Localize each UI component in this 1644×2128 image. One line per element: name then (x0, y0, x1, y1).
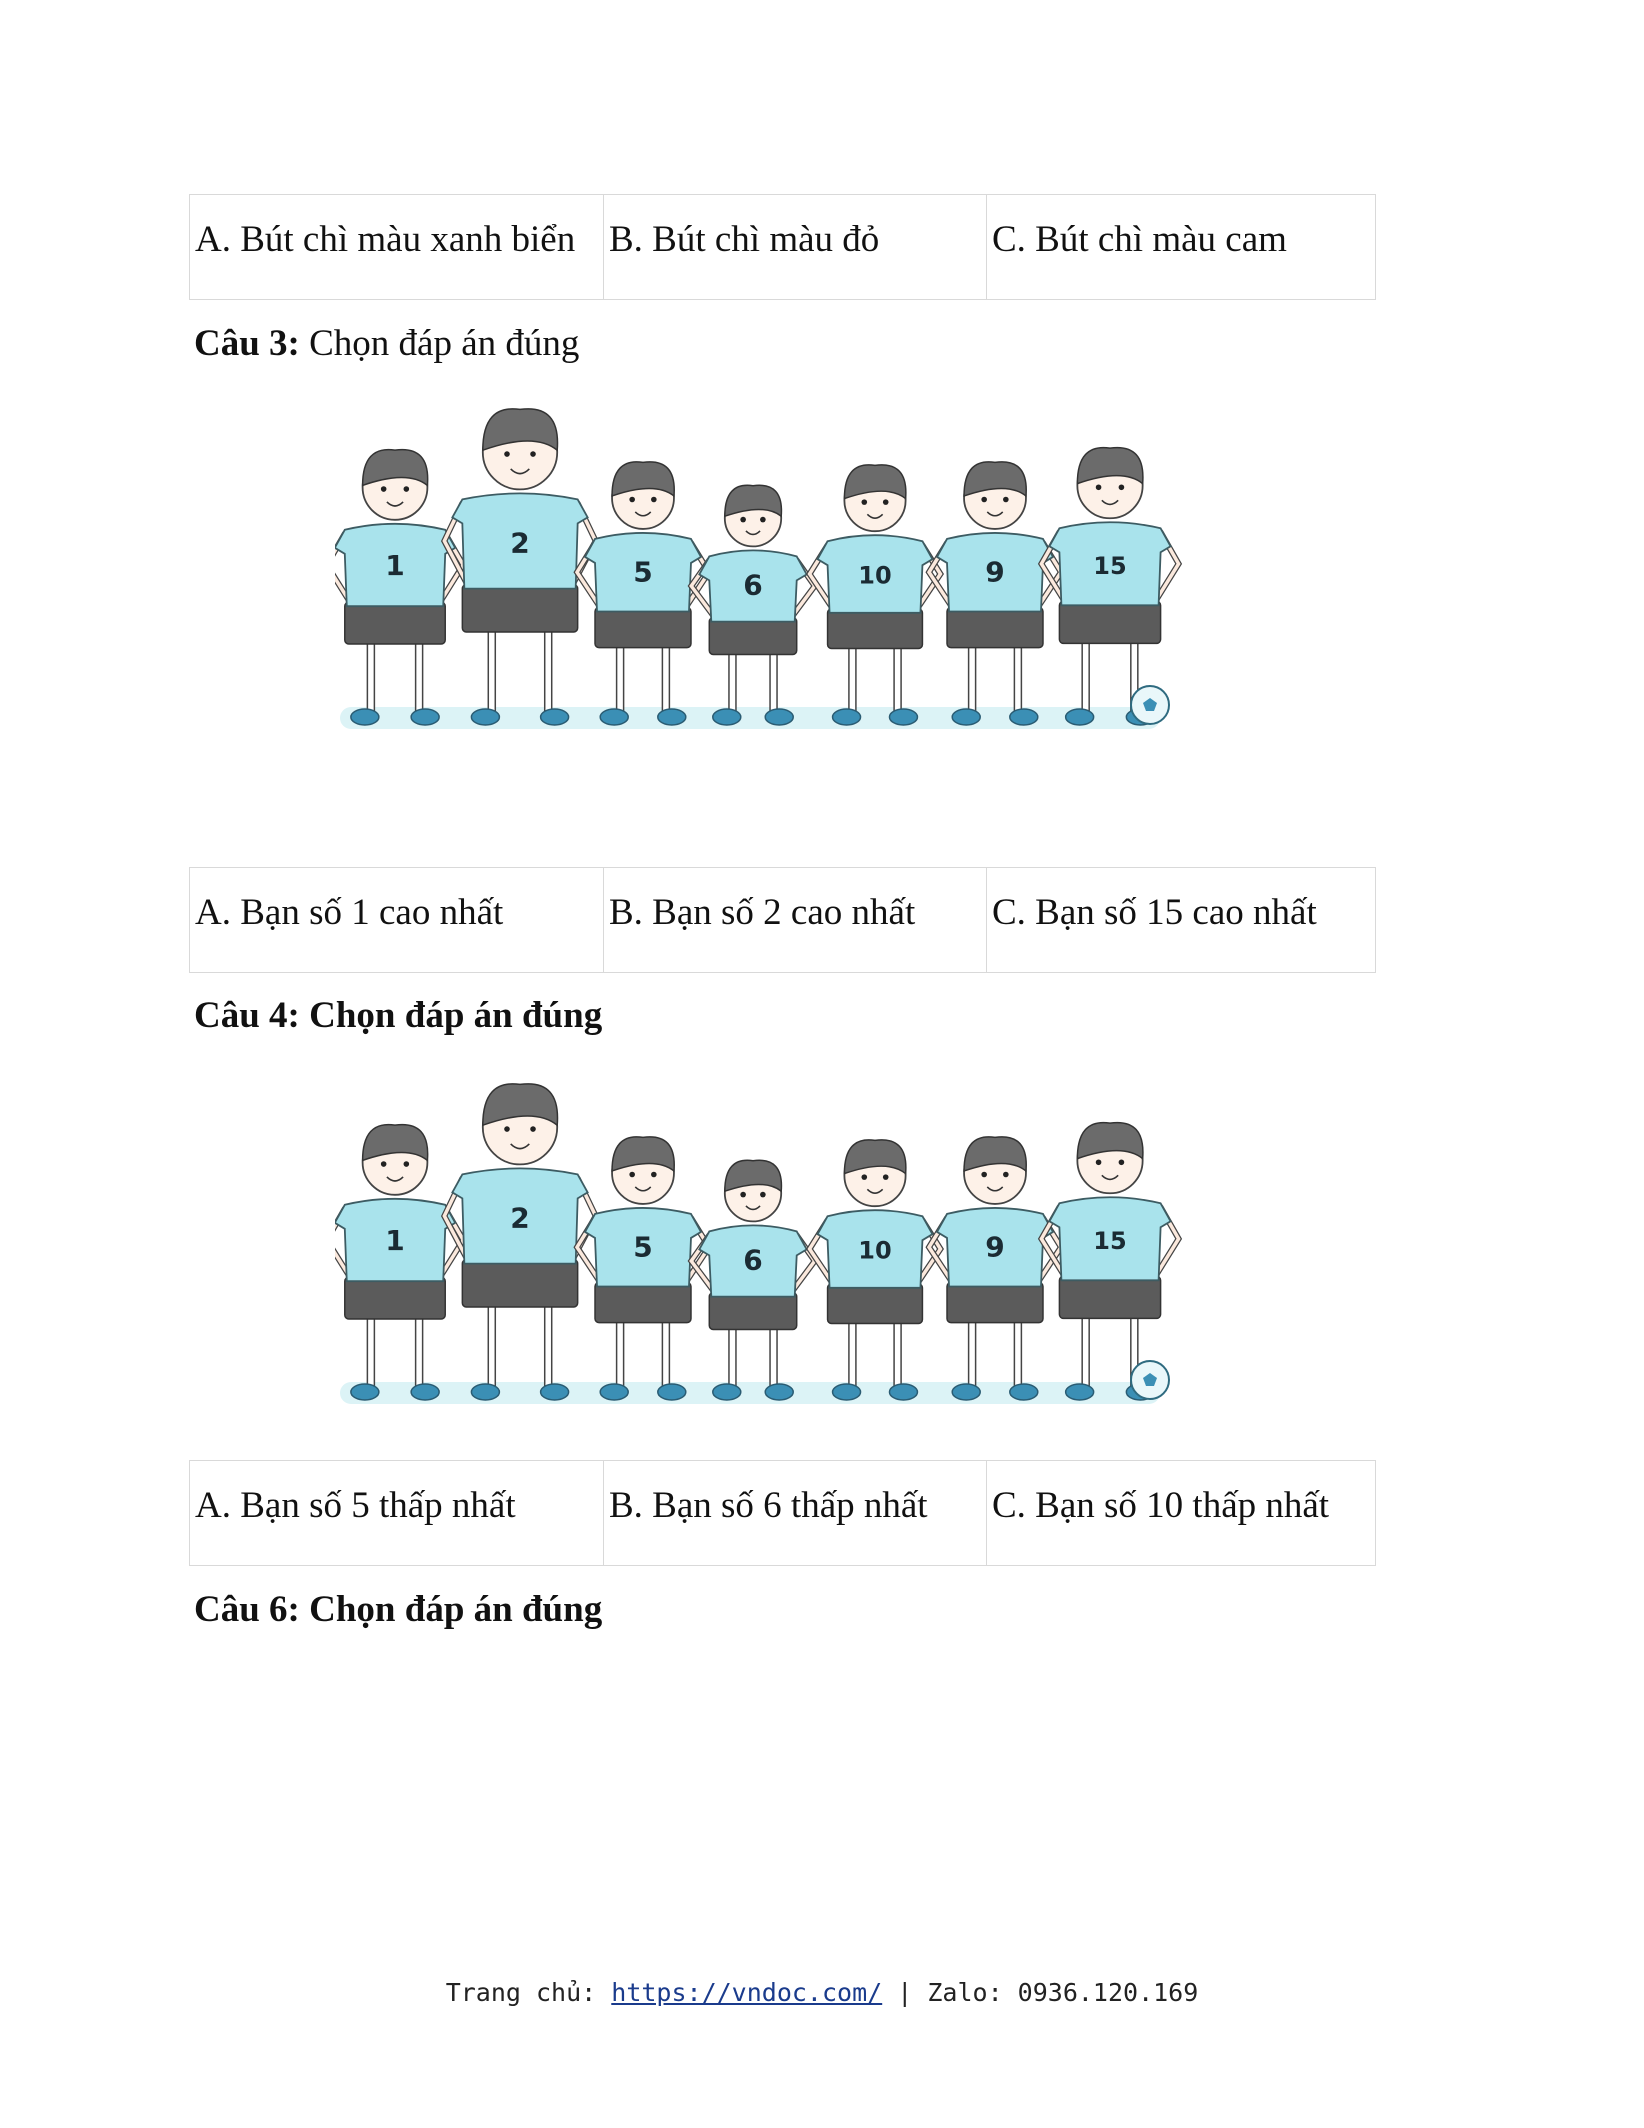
footer-home-link[interactable]: https://vndoc.com/ (611, 1978, 883, 2007)
shirt-number: 2 (510, 526, 530, 560)
shirt-number: 6 (743, 568, 763, 602)
player-2 (444, 1084, 595, 1400)
footer-separator: | (882, 1978, 928, 2007)
shirt-number: 10 (858, 561, 892, 590)
q3-players-figure (335, 405, 1185, 745)
shirt-number: 15 (1093, 1226, 1127, 1255)
q4-option-c: C. Bạn số 10 thấp nhất (987, 1461, 1376, 1566)
q4-label: Câu 4: (194, 995, 300, 1036)
q3-text: Chọn đáp án đúng (299, 323, 580, 364)
q3-label: Câu 3: (194, 323, 300, 364)
player-15 (1041, 1123, 1178, 1400)
shirt-number: 1 (385, 548, 405, 582)
shirt-number: 9 (985, 555, 1005, 589)
players-illustration (335, 405, 1185, 745)
page-footer (0, 1978, 1644, 2007)
player-9 (929, 462, 1061, 725)
q2-option-a: A. Bút chì màu xanh biển (190, 195, 604, 300)
q4-option-a: A. Bạn số 5 thấp nhất (190, 1461, 604, 1566)
player-2 (444, 409, 595, 725)
q4-heading (194, 994, 602, 1037)
shirt-number: 5 (633, 1230, 653, 1264)
shirt-number: 5 (633, 555, 653, 589)
q4-players-figure (335, 1080, 1185, 1420)
shirt-number: 6 (743, 1243, 763, 1277)
shirt-number: 15 (1093, 551, 1127, 580)
q2-options-table (189, 194, 1376, 300)
footer-home-label: Trang chủ: (445, 1978, 612, 2007)
player-15 (1041, 448, 1178, 725)
q4-option-b: B. Bạn số 6 thấp nhất (604, 1461, 987, 1566)
shirt-number: 1 (385, 1223, 405, 1257)
player-1 (335, 1125, 463, 1400)
player-5 (577, 1137, 709, 1400)
player-6 (691, 485, 814, 725)
q2-option-b: B. Bút chì màu đỏ (604, 195, 987, 300)
q3-option-c: C. Bạn số 15 cao nhất (987, 868, 1376, 973)
shirt-number: 2 (510, 1201, 530, 1235)
shirt-number: 10 (858, 1236, 892, 1265)
player-6 (691, 1160, 814, 1400)
player-9 (929, 1137, 1061, 1400)
player-1 (335, 450, 463, 725)
player-10 (810, 465, 941, 725)
players-illustration (335, 1080, 1185, 1420)
q6-heading (194, 1588, 602, 1631)
q3-heading (194, 322, 579, 365)
q3-option-b: B. Bạn số 2 cao nhất (604, 868, 987, 973)
player-10 (810, 1140, 941, 1400)
q6-text: Chọn đáp án đúng (299, 1589, 603, 1630)
q2-option-c: C. Bút chì màu cam (987, 195, 1376, 300)
player-5 (577, 462, 709, 725)
q6-label: Câu 6: (194, 1589, 300, 1630)
q3-options-table (189, 867, 1376, 973)
q4-options-table (189, 1460, 1376, 1566)
q4-text: Chọn đáp án đúng (299, 995, 603, 1036)
footer-zalo: Zalo: 0936.120.169 (927, 1978, 1199, 2007)
q3-option-a: A. Bạn số 1 cao nhất (190, 868, 604, 973)
shirt-number: 9 (985, 1230, 1005, 1264)
